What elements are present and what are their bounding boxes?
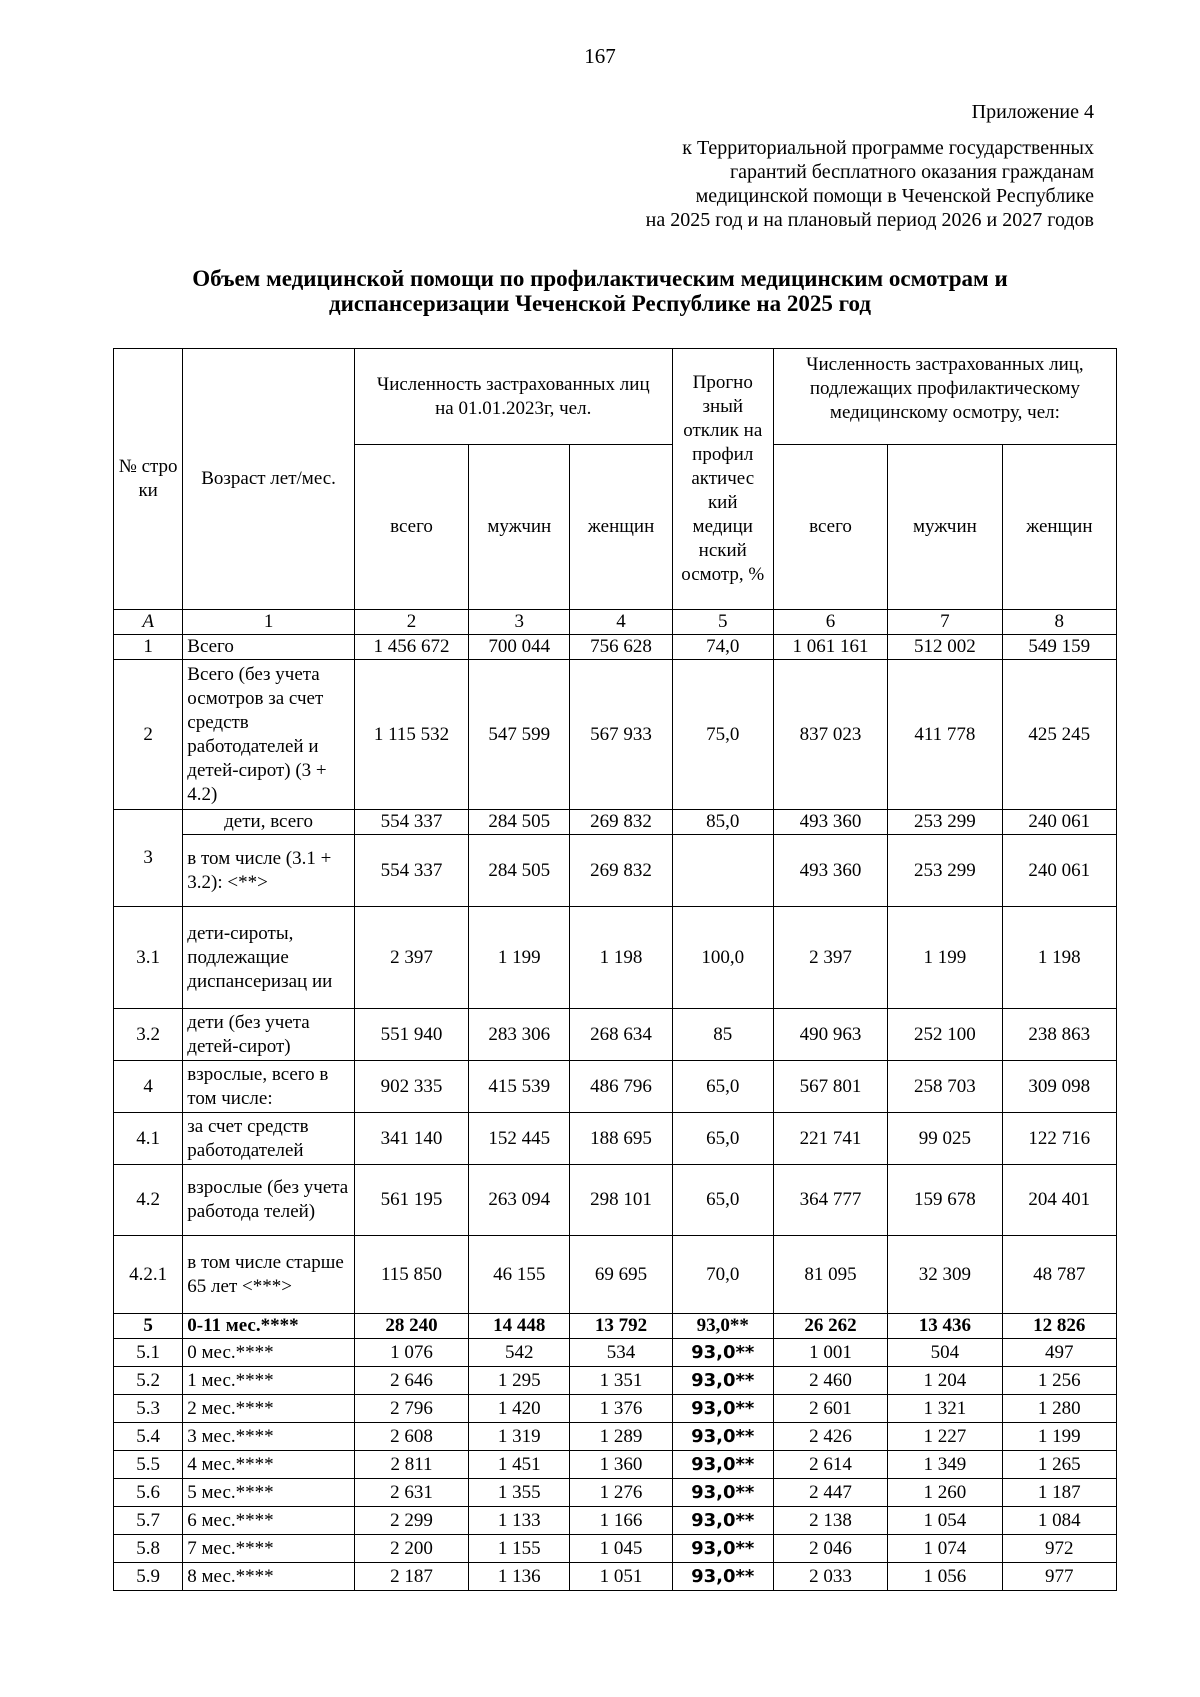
- appendix-title: Приложение 4: [971, 101, 1094, 123]
- value-cell: 554 337: [354, 810, 468, 835]
- value-cell: 1 001: [773, 1339, 887, 1367]
- value-cell: 65,0: [672, 1165, 773, 1236]
- value-cell: 1 074: [888, 1535, 1002, 1563]
- value-cell: 493 360: [773, 835, 887, 907]
- value-cell: 122 716: [1002, 1113, 1116, 1165]
- header-row-no: № стро ки: [114, 349, 183, 610]
- value-cell: 1 295: [469, 1367, 570, 1395]
- value-cell: 85: [672, 1009, 773, 1061]
- value-cell: 93,0**: [672, 1314, 773, 1339]
- age-cell: дети (без учета детей-сирот): [183, 1009, 355, 1061]
- value-cell: 1 256: [1002, 1367, 1116, 1395]
- value-cell: 1 355: [469, 1479, 570, 1507]
- value-cell: 1 451: [469, 1451, 570, 1479]
- value-cell: 497: [1002, 1339, 1116, 1367]
- value-cell: 93,0**: [672, 1367, 773, 1395]
- value-cell: 69 695: [570, 1236, 672, 1314]
- row-number-cell: 5.6: [114, 1479, 183, 1507]
- appendix-header: [646, 100, 1094, 232]
- value-cell: 493 360: [773, 810, 887, 835]
- value-cell: 28 240: [354, 1314, 468, 1339]
- value-cell: 93,0**: [672, 1479, 773, 1507]
- value-cell: 1 280: [1002, 1395, 1116, 1423]
- value-cell: 2 447: [773, 1479, 887, 1507]
- value-cell: 2 033: [773, 1563, 887, 1591]
- value-cell: 81 095: [773, 1236, 887, 1314]
- row-number-cell: 5.8: [114, 1535, 183, 1563]
- value-cell: 554 337: [354, 835, 468, 907]
- value-cell: 221 741: [773, 1113, 887, 1165]
- age-cell: 0-11 мес.****: [183, 1314, 355, 1339]
- value-cell: 1 321: [888, 1395, 1002, 1423]
- table-row: [114, 1451, 1117, 1479]
- row-number-cell: 5.3: [114, 1395, 183, 1423]
- row-number-cell: 5.2: [114, 1367, 183, 1395]
- table-row: [114, 1314, 1117, 1339]
- value-cell: 2 614: [773, 1451, 887, 1479]
- value-cell: 269 832: [570, 810, 672, 835]
- value-cell: 1 166: [570, 1507, 672, 1535]
- value-cell: 1 227: [888, 1423, 1002, 1451]
- value-cell: 902 335: [354, 1061, 468, 1113]
- table-row: [114, 1507, 1117, 1535]
- document-title: [90, 266, 1110, 316]
- table-row: [114, 907, 1117, 1009]
- table-row: [114, 635, 1117, 660]
- value-cell: 1 155: [469, 1535, 570, 1563]
- value-cell: 188 695: [570, 1113, 672, 1165]
- row-number-cell: 5.4: [114, 1423, 183, 1451]
- value-cell: 253 299: [888, 810, 1002, 835]
- value-cell: 2 200: [354, 1535, 468, 1563]
- value-cell: 425 245: [1002, 660, 1116, 810]
- value-cell: 2 299: [354, 1507, 468, 1535]
- value-cell: 152 445: [469, 1113, 570, 1165]
- appendix-line: гарантий бесплатного оказания гражданам: [729, 161, 1094, 183]
- value-cell: 263 094: [469, 1165, 570, 1236]
- value-cell: 283 306: [469, 1009, 570, 1061]
- age-cell: за счет средств работодателей: [183, 1113, 355, 1165]
- appendix-line: к Территориальной программе государственных: [682, 137, 1094, 159]
- value-cell: 1 204: [888, 1367, 1002, 1395]
- value-cell: 65,0: [672, 1061, 773, 1113]
- row-number-cell: 3.1: [114, 907, 183, 1009]
- age-cell: 8 мес.****: [183, 1563, 355, 1591]
- value-cell: 253 299: [888, 835, 1002, 907]
- value-cell: 561 195: [354, 1165, 468, 1236]
- value-cell: 490 963: [773, 1009, 887, 1061]
- volume-table: [113, 348, 1117, 1591]
- value-cell: 1 420: [469, 1395, 570, 1423]
- row-number-cell: 5.5: [114, 1451, 183, 1479]
- value-cell: 364 777: [773, 1165, 887, 1236]
- value-cell: 93,0**: [672, 1507, 773, 1535]
- document-title-line: Объем медицинской помощи по профилактическим медицинским осмотрам и: [192, 266, 1008, 291]
- row-number-cell: 4.2.1: [114, 1236, 183, 1314]
- value-cell: 75,0: [672, 660, 773, 810]
- value-cell: 551 940: [354, 1009, 468, 1061]
- age-cell: 6 мес.****: [183, 1507, 355, 1535]
- value-cell: 2 138: [773, 1507, 887, 1535]
- value-cell: 1 084: [1002, 1507, 1116, 1535]
- row-number-cell: 5.7: [114, 1507, 183, 1535]
- value-cell: 2 811: [354, 1451, 468, 1479]
- header-response: Прогно зный отклик на профил актичес кий медици нский осмотр, %: [672, 349, 773, 610]
- document-title-line: диспансеризации Чеченской Республике на 2025 год: [329, 291, 871, 316]
- row-number-cell: 3: [114, 810, 183, 907]
- value-cell: 2 608: [354, 1423, 468, 1451]
- value-cell: 298 101: [570, 1165, 672, 1236]
- column-number: 2: [354, 610, 468, 635]
- value-cell: 99 025: [888, 1113, 1002, 1165]
- value-cell: 486 796: [570, 1061, 672, 1113]
- table-row: [114, 1236, 1117, 1314]
- value-cell: 252 100: [888, 1009, 1002, 1061]
- header-women: женщин: [570, 445, 672, 610]
- column-number: 3: [469, 610, 570, 635]
- value-cell: 700 044: [469, 635, 570, 660]
- value-cell: 837 023: [773, 660, 887, 810]
- row-number-cell: 4: [114, 1061, 183, 1113]
- table-row: [114, 1165, 1117, 1236]
- value-cell: 93,0**: [672, 1451, 773, 1479]
- value-cell: 240 061: [1002, 810, 1116, 835]
- value-cell: 1 136: [469, 1563, 570, 1591]
- value-cell: 1 056: [888, 1563, 1002, 1591]
- age-cell: 3 мес.****: [183, 1423, 355, 1451]
- value-cell: 2 426: [773, 1423, 887, 1451]
- value-cell: [672, 835, 773, 907]
- value-cell: 240 061: [1002, 835, 1116, 907]
- table-row: [114, 1339, 1117, 1367]
- table-row: [114, 1113, 1117, 1165]
- value-cell: 2 046: [773, 1535, 887, 1563]
- value-cell: 309 098: [1002, 1061, 1116, 1113]
- value-cell: 512 002: [888, 635, 1002, 660]
- row-number-cell: 2: [114, 660, 183, 810]
- column-number: 4: [570, 610, 672, 635]
- value-cell: 1 115 532: [354, 660, 468, 810]
- value-cell: 547 599: [469, 660, 570, 810]
- value-cell: 1 276: [570, 1479, 672, 1507]
- age-cell: 4 мес.****: [183, 1451, 355, 1479]
- value-cell: 74,0: [672, 635, 773, 660]
- value-cell: 2 397: [354, 907, 468, 1009]
- age-cell: 7 мес.****: [183, 1535, 355, 1563]
- value-cell: 1 351: [570, 1367, 672, 1395]
- value-cell: 549 159: [1002, 635, 1116, 660]
- value-cell: 2 796: [354, 1395, 468, 1423]
- value-cell: 26 262: [773, 1314, 887, 1339]
- value-cell: 14 448: [469, 1314, 570, 1339]
- header-total: всего: [354, 445, 468, 610]
- age-cell: Всего (без учета осмотров за счет средств работодателей и детей-сирот) (3 + 4.2): [183, 660, 355, 810]
- value-cell: 1 133: [469, 1507, 570, 1535]
- header-row: [114, 349, 1117, 445]
- age-cell: взрослые, всего в том числе:: [183, 1061, 355, 1113]
- row-number-cell: 5.9: [114, 1563, 183, 1591]
- value-cell: 756 628: [570, 635, 672, 660]
- table-row: [114, 660, 1117, 810]
- table-row: [114, 835, 1117, 907]
- column-number: 7: [888, 610, 1002, 635]
- value-cell: 1 265: [1002, 1451, 1116, 1479]
- value-cell: 534: [570, 1339, 672, 1367]
- value-cell: 567 801: [773, 1061, 887, 1113]
- value-cell: 1 199: [469, 907, 570, 1009]
- value-cell: 1 376: [570, 1395, 672, 1423]
- value-cell: 2 631: [354, 1479, 468, 1507]
- value-cell: 13 792: [570, 1314, 672, 1339]
- age-cell: взрослые (без учета работода телей): [183, 1165, 355, 1236]
- value-cell: 284 505: [469, 810, 570, 835]
- row-number-cell: 4.1: [114, 1113, 183, 1165]
- value-cell: 2 187: [354, 1563, 468, 1591]
- appendix-line: медицинской помощи в Чеченской Республике: [695, 185, 1094, 207]
- value-cell: 65,0: [672, 1113, 773, 1165]
- age-cell: 1 мес.****: [183, 1367, 355, 1395]
- value-cell: 1 360: [570, 1451, 672, 1479]
- value-cell: 93,0**: [672, 1423, 773, 1451]
- value-cell: 204 401: [1002, 1165, 1116, 1236]
- header-women: женщин: [1002, 445, 1116, 610]
- value-cell: 269 832: [570, 835, 672, 907]
- value-cell: 1 456 672: [354, 635, 468, 660]
- value-cell: 70,0: [672, 1236, 773, 1314]
- column-number: 6: [773, 610, 887, 635]
- table-row: [114, 1367, 1117, 1395]
- value-cell: 977: [1002, 1563, 1116, 1591]
- value-cell: 159 678: [888, 1165, 1002, 1236]
- age-cell: Всего: [183, 635, 355, 660]
- column-number: 8: [1002, 610, 1116, 635]
- value-cell: 341 140: [354, 1113, 468, 1165]
- value-cell: 46 155: [469, 1236, 570, 1314]
- value-cell: 1 319: [469, 1423, 570, 1451]
- value-cell: 1 289: [570, 1423, 672, 1451]
- value-cell: 13 436: [888, 1314, 1002, 1339]
- value-cell: 1 349: [888, 1451, 1002, 1479]
- age-cell: 5 мес.****: [183, 1479, 355, 1507]
- value-cell: 1 199: [888, 907, 1002, 1009]
- row-number-cell: 5.1: [114, 1339, 183, 1367]
- value-cell: 567 933: [570, 660, 672, 810]
- value-cell: 93,0**: [672, 1563, 773, 1591]
- value-cell: 415 539: [469, 1061, 570, 1113]
- value-cell: 258 703: [888, 1061, 1002, 1113]
- header-subject-group: Численность застрахованных лиц, подлежащих профилактическому медицинскому осмотру, чел:: [773, 349, 1116, 445]
- table-row: [114, 1009, 1117, 1061]
- value-cell: 1 076: [354, 1339, 468, 1367]
- value-cell: 12 826: [1002, 1314, 1116, 1339]
- value-cell: 1 061 161: [773, 635, 887, 660]
- age-cell: 2 мес.****: [183, 1395, 355, 1423]
- value-cell: 115 850: [354, 1236, 468, 1314]
- table-row: [114, 1423, 1117, 1451]
- table-row: [114, 1479, 1117, 1507]
- value-cell: 32 309: [888, 1236, 1002, 1314]
- header-age: Возраст лет/мес.: [183, 349, 355, 610]
- table-row: [114, 1563, 1117, 1591]
- value-cell: 972: [1002, 1535, 1116, 1563]
- value-cell: 93,0**: [672, 1395, 773, 1423]
- table-row: [114, 1395, 1117, 1423]
- column-number: 5: [672, 610, 773, 635]
- row-number-cell: 1: [114, 635, 183, 660]
- page-number: 167: [584, 44, 616, 68]
- value-cell: 1 198: [1002, 907, 1116, 1009]
- value-cell: 1 199: [1002, 1423, 1116, 1451]
- value-cell: 542: [469, 1339, 570, 1367]
- age-cell: в том числе старше 65 лет <***>: [183, 1236, 355, 1314]
- value-cell: 268 634: [570, 1009, 672, 1061]
- value-cell: 48 787: [1002, 1236, 1116, 1314]
- row-number-cell: 5: [114, 1314, 183, 1339]
- value-cell: 1 045: [570, 1535, 672, 1563]
- header-men: мужчин: [469, 445, 570, 610]
- age-cell: 0 мес.****: [183, 1339, 355, 1367]
- value-cell: 504: [888, 1339, 1002, 1367]
- value-cell: 93,0**: [672, 1339, 773, 1367]
- value-cell: 2 397: [773, 907, 887, 1009]
- value-cell: 2 646: [354, 1367, 468, 1395]
- value-cell: 1 051: [570, 1563, 672, 1591]
- value-cell: 2 601: [773, 1395, 887, 1423]
- value-cell: 2 460: [773, 1367, 887, 1395]
- appendix-line: на 2025 год и на плановый период 2026 и 2027 годов: [645, 209, 1094, 231]
- value-cell: 1 054: [888, 1507, 1002, 1535]
- header-total: всего: [773, 445, 887, 610]
- value-cell: 100,0: [672, 907, 773, 1009]
- value-cell: 1 260: [888, 1479, 1002, 1507]
- value-cell: 93,0**: [672, 1535, 773, 1563]
- value-cell: 411 778: [888, 660, 1002, 810]
- row-number-cell: 4.2: [114, 1165, 183, 1236]
- value-cell: 238 863: [1002, 1009, 1116, 1061]
- header-men: мужчин: [888, 445, 1002, 610]
- value-cell: 284 505: [469, 835, 570, 907]
- age-cell: дети-сироты, подлежащие диспансеризац ии: [183, 907, 355, 1009]
- column-number: 1: [183, 610, 355, 635]
- column-number-row: [114, 610, 1117, 635]
- header-insured-group: Численность застрахованных лиц на 01.01.2023г, чел.: [354, 349, 672, 445]
- age-cell: дети, всего: [183, 810, 355, 835]
- value-cell: 1 198: [570, 907, 672, 1009]
- table-row: [114, 1535, 1117, 1563]
- row-number-cell: 3.2: [114, 1009, 183, 1061]
- table-row: [114, 810, 1117, 835]
- value-cell: 85,0: [672, 810, 773, 835]
- age-cell: в том числе (3.1 + 3.2): <**>: [183, 835, 355, 907]
- value-cell: 1 187: [1002, 1479, 1116, 1507]
- table-row: [114, 1061, 1117, 1113]
- column-number: А: [114, 610, 183, 635]
